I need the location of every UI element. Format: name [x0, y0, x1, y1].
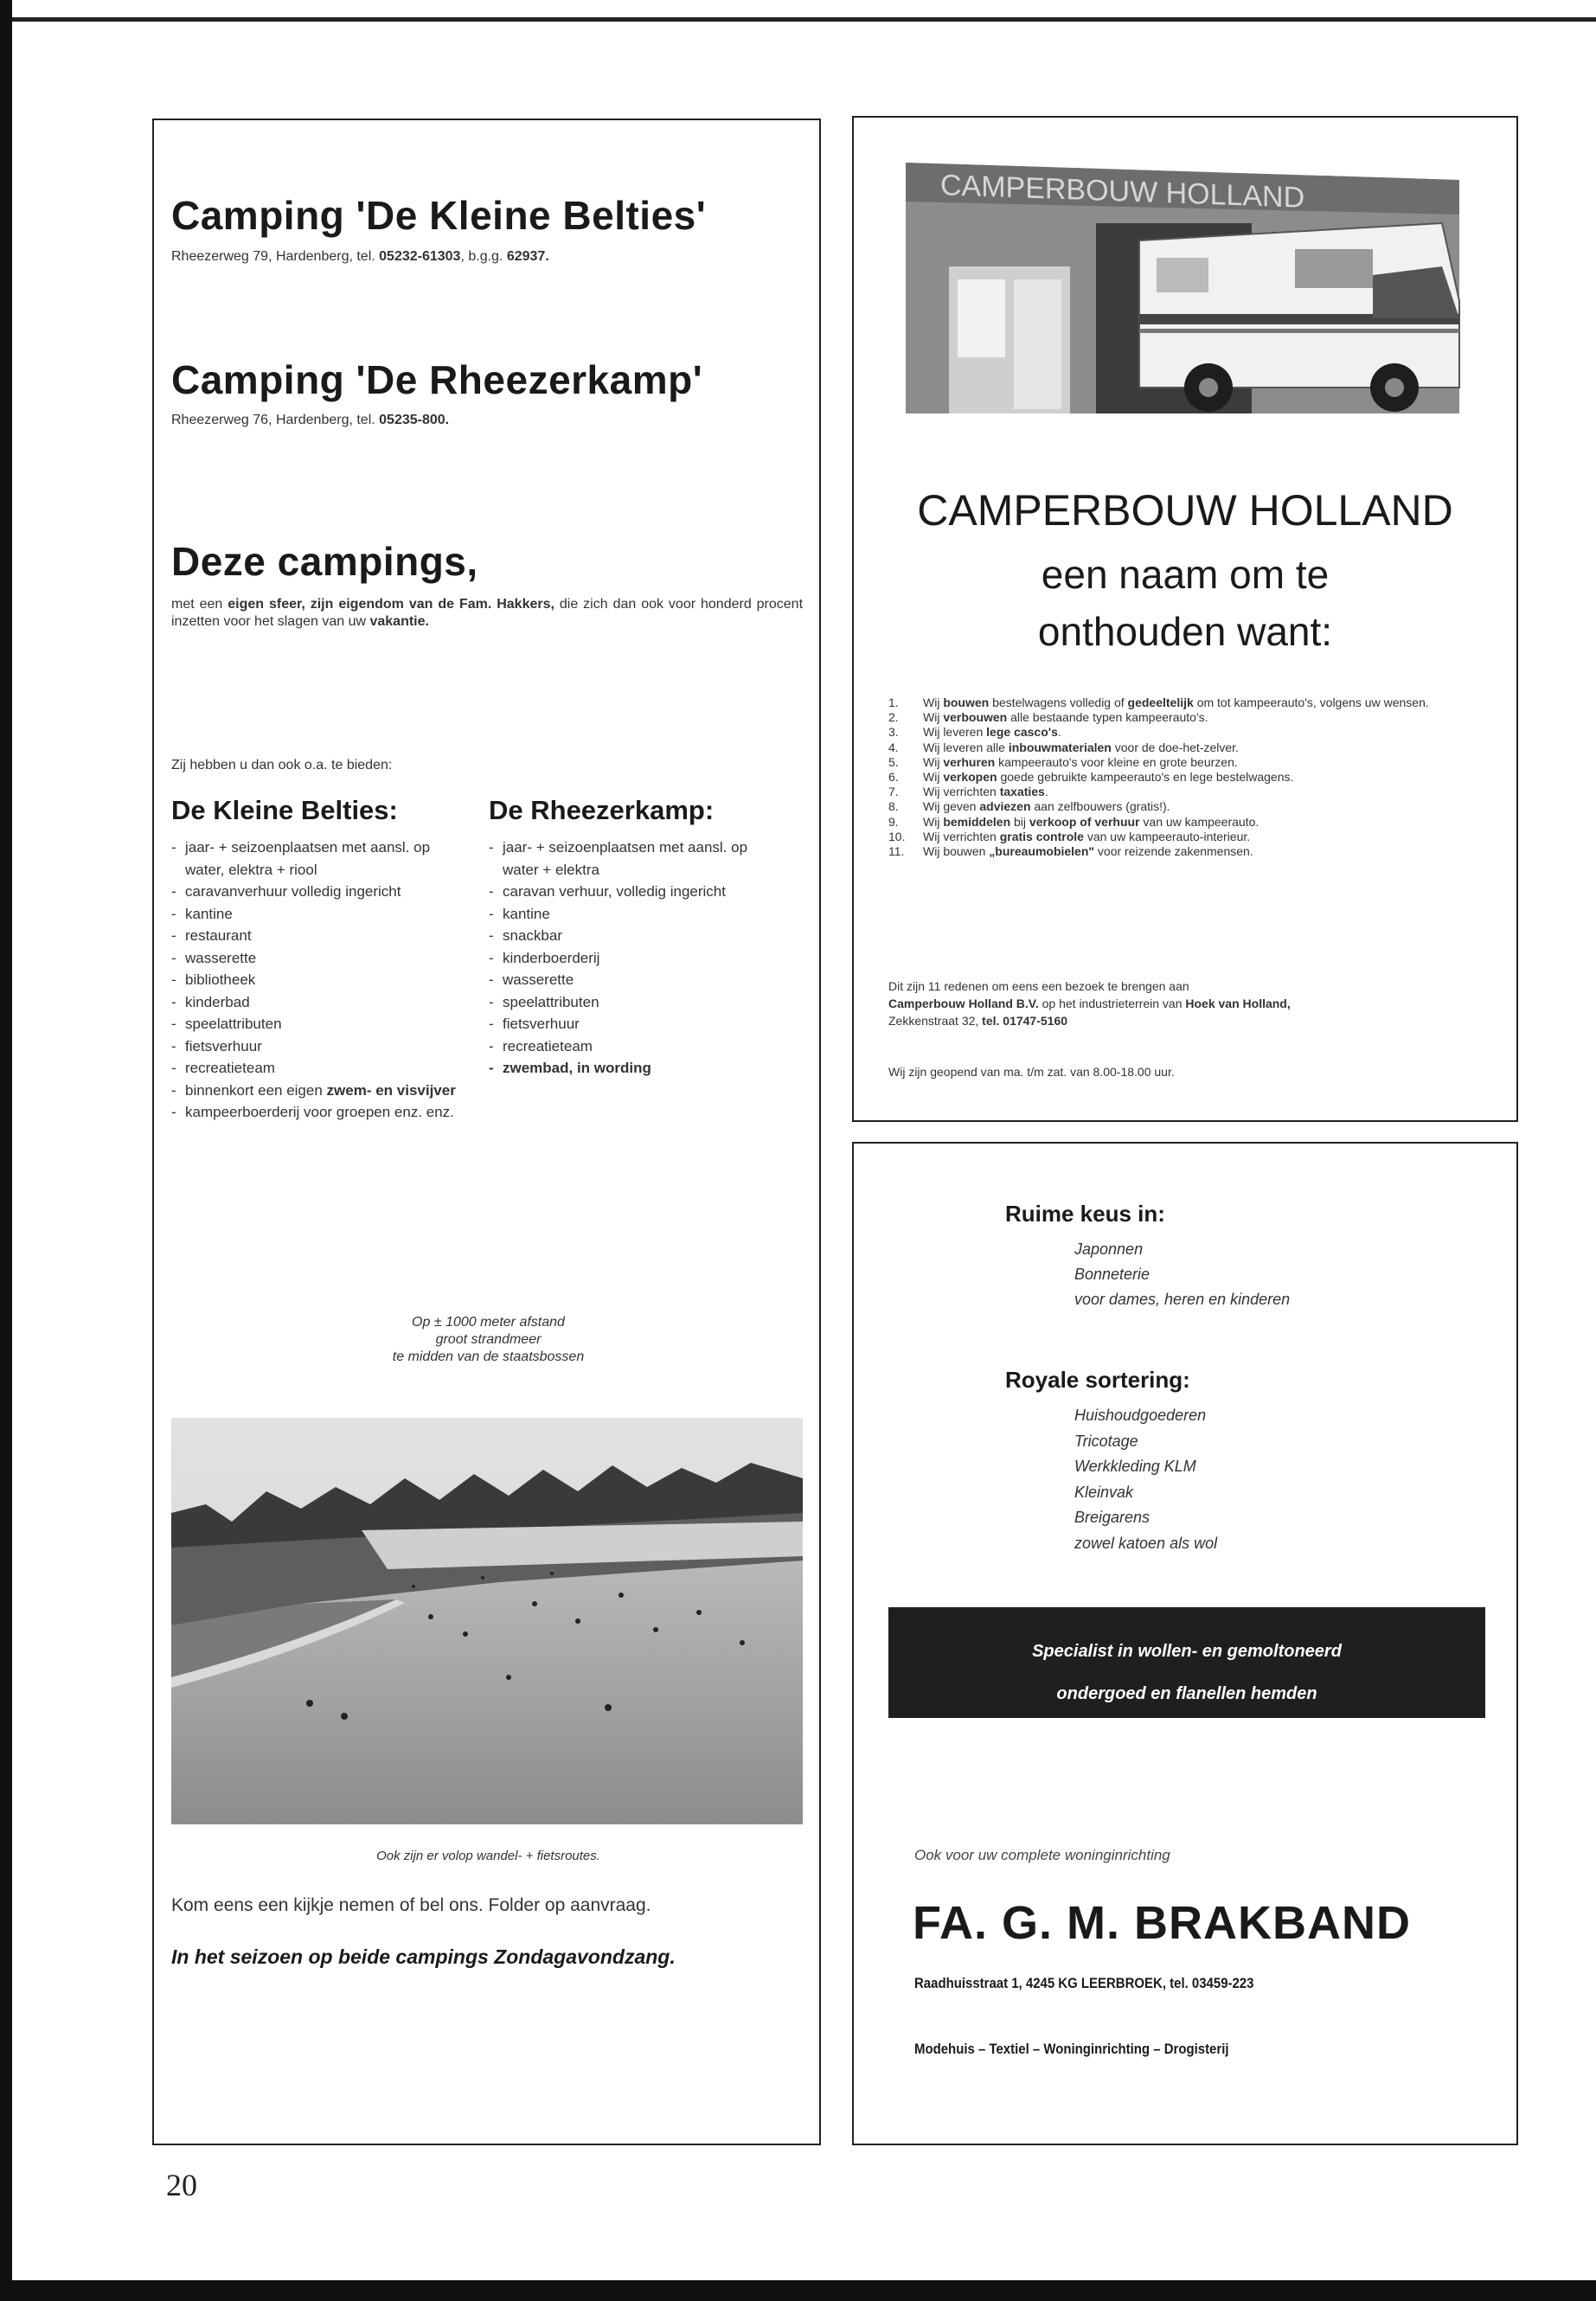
list-item: - jaar- + seizoenplaatsen met aansl. op water + elektra: [489, 836, 766, 881]
list-number: 1.: [888, 695, 899, 709]
col2-list: [489, 836, 766, 1080]
list-number: 8.: [888, 799, 899, 814]
list-item: [888, 785, 1494, 799]
reason-text: Wij verrichten gratis controle van uw kampeerauto-interieur.: [923, 829, 1251, 843]
brakband-name: FA. G. M. BRAKBAND: [913, 1897, 1411, 1949]
list-item: - bibliotheek: [171, 969, 457, 991]
list-item: [888, 770, 1494, 785]
col2-heading: De Rheezerkamp:: [489, 795, 715, 825]
specialist-banner: Specialist in wollen- en gemoltoneerd ondergoed en flanellen hemden: [888, 1607, 1485, 1718]
list-item: Breigarens: [1074, 1509, 1151, 1526]
list-item: Kleinvak: [1074, 1483, 1134, 1501]
list-number: 9.: [888, 814, 899, 829]
list-item: - kantine: [489, 903, 766, 926]
intro-heading: Deze campings,: [171, 539, 478, 584]
list-item: [888, 725, 1494, 740]
list-item: - caravanverhuur volledig ingericht: [171, 881, 457, 903]
camp2-title: Camping 'De Rheezerkamp': [171, 357, 703, 402]
lake-photo: [171, 1418, 803, 1824]
list-item: - wasserette: [489, 969, 766, 991]
brakband-list1: [1074, 1237, 1290, 1312]
reason-text: Wij bemiddelen bij verkoop of verhuur van uw kampeerauto.: [923, 814, 1259, 829]
list-item: - recreatieteam: [489, 1035, 766, 1058]
reason-text: Wij verrichten taxaties.: [923, 785, 1048, 799]
col1-list: [171, 836, 457, 1124]
camper-photo: [888, 128, 1485, 444]
list-item: zowel katoen als wol: [1074, 1534, 1218, 1552]
brakband-trades: Modehuis – Textiel – Woninginrichting – Drogisterij: [914, 2041, 1229, 2057]
list-item: [888, 815, 1494, 830]
list-item: - jaar- + seizoenplaatsen met aansl. op water, elektra + riool: [171, 836, 457, 881]
list-number: 5.: [888, 754, 899, 769]
reason-text: Wij leveren lege casco's.: [923, 725, 1061, 740]
list-item: - kampeerboerderij voor groepen enz. enz.: [171, 1101, 457, 1124]
list-item: [888, 830, 1494, 844]
lake-caption: Op ± 1000 meter afstand groot strandmeer te midden van de staatsbossen: [392, 1315, 585, 1364]
camper-hours: Wij zijn geopend van ma. t/m zat. van 8.00-18.00 uur.: [888, 1065, 1175, 1079]
list-item: - fietsverhuur: [489, 1013, 766, 1035]
list-item: [888, 799, 1494, 814]
brakband-heading1: Ruime keus in:: [1005, 1201, 1165, 1227]
reason-text: Wij geven adviezen aan zelfbouwers (gratis!).: [923, 799, 1170, 814]
camper-slogan: een naam om te onthouden want:: [1037, 552, 1333, 654]
list-item: Werkkleding KLM: [1074, 1458, 1196, 1475]
list-item: - kinderbad: [171, 991, 457, 1014]
camper-photo-drawing: [888, 128, 1485, 444]
offer-text: Zij hebben u dan ook o.a. te bieden:: [171, 758, 393, 772]
list-number: 3.: [888, 725, 899, 740]
top-rule: [0, 17, 1596, 22]
building-sign: CAMPERBOUW HOLLAND: [940, 169, 1305, 215]
brakband-heading2: Royale sortering:: [1005, 1367, 1190, 1393]
camp2-contact: Rheezerweg 76, Hardenberg, tel. 05235-800.: [171, 413, 450, 427]
list-item: Huishoudgoederen: [1074, 1407, 1207, 1424]
list-number: 4.: [888, 740, 899, 754]
list-item: [888, 755, 1494, 770]
furnishing-text: Ook voor uw complete woninginrichting: [914, 1847, 1170, 1863]
list-item: voor dames, heren en kinderen: [1074, 1291, 1291, 1308]
brakband-ad: [852, 1142, 1518, 2145]
invite-text: Kom eens een kijkje nemen of bel ons. Folder op aanvraag.: [171, 1895, 651, 1915]
list-item: [888, 695, 1494, 710]
list-item: - restaurant: [171, 925, 457, 947]
camper-title: CAMPERBOUW HOLLAND: [917, 486, 1453, 535]
list-item: - fietsverhuur: [171, 1035, 457, 1058]
bottom-scan-edge: [0, 2280, 1596, 2301]
list-item: [888, 844, 1494, 859]
list-item: [888, 740, 1494, 755]
list-item: - caravan verhuur, volledig ingericht: [489, 881, 766, 903]
list-item: - kantine: [171, 903, 457, 926]
col1-heading: De Kleine Belties:: [171, 795, 398, 825]
left-scan-edge: [0, 0, 12, 2301]
list-number: 2.: [888, 710, 899, 725]
list-item: - recreatieteam: [171, 1057, 457, 1080]
closing-text: In het seizoen op beide campings Zondagavondzang.: [171, 1945, 676, 1968]
camping-ad: [152, 119, 821, 2145]
list-item: - speelattributen: [489, 991, 766, 1014]
list-item: - speelattributen: [171, 1013, 457, 1035]
list-item: - wasserette: [171, 947, 457, 970]
intro-text: met een eigen sfeer, zijn eigendom van de Fam. Hakkers, die zich dan ook voor honderd procent inzetten voor het slagen van uw vakantie.: [171, 597, 804, 629]
lake-photo-drawing: [171, 1418, 803, 1824]
list-number: 7.: [888, 785, 899, 799]
list-item: - zwembad, in wording: [489, 1057, 766, 1080]
camp1-contact: Rheezerweg 79, Hardenberg, tel. 05232-61303, b.g.g. 62937.: [171, 249, 549, 264]
list-item: - snackbar: [489, 925, 766, 947]
reason-text: Wij verhuren kampeerauto's voor kleine en grote beurzen.: [923, 754, 1238, 769]
list-item: Bonneterie: [1074, 1266, 1151, 1283]
reason-text: Wij bouwen bestelwagens volledig of gedeeltelijk om tot kampeerauto's, volgens uw wensen.: [923, 695, 1429, 709]
brakband-list2: [1074, 1403, 1217, 1556]
brakband-address: Raadhuisstraat 1, 4245 KG LEERBROEK, tel. 03459-223: [914, 1975, 1254, 1991]
list-item: Japonnen: [1074, 1240, 1144, 1258]
reason-text: Wij bouwen „bureaumobielen" voor reizende zakenmensen.: [923, 844, 1253, 859]
list-item: Tricotage: [1074, 1432, 1138, 1450]
page-number: 20: [166, 2168, 197, 2202]
list-item: [888, 710, 1494, 725]
routes-caption: Ook zijn er volop wandel- + fietsroutes.: [376, 1849, 600, 1863]
list-number: 10.: [888, 829, 906, 843]
reasons-list: [888, 695, 1494, 859]
reason-text: Wij leveren alle inbouwmaterialen voor de doe-het-zelver.: [923, 740, 1239, 754]
camp1-title: Camping 'De Kleine Belties': [171, 193, 707, 238]
list-item: - binnenkort een eigen zwem- en visvijver: [171, 1080, 457, 1102]
list-number: 6.: [888, 770, 899, 785]
reason-text: Wij verkopen goede gebruikte kampeerauto's en lege bestelwagens.: [923, 770, 1294, 785]
camper-footer: Dit zijn 11 redenen om eens een bezoek te brengen aan Camperbouw Holland B.V. op het industrieterrein van Hoek van Holland, Zekkenstraat 32, tel. 01747-5160: [888, 979, 1291, 1028]
reason-text: Wij verbouwen alle bestaande typen kampeerauto's.: [923, 710, 1208, 725]
list-number: 11.: [888, 844, 905, 859]
camperbouw-ad: [852, 116, 1518, 1122]
list-item: - kinderboerderij: [489, 947, 766, 970]
